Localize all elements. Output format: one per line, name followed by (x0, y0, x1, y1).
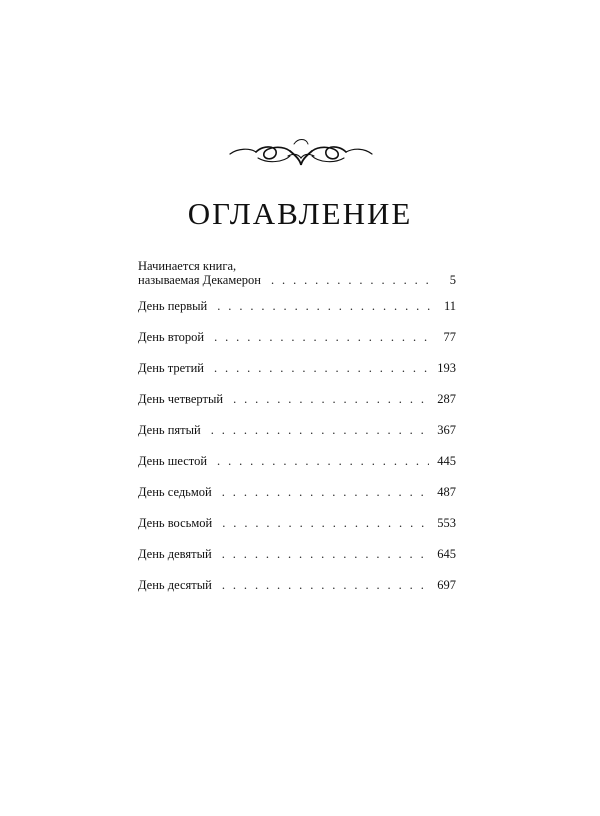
dot-leader (222, 485, 430, 499)
toc-entry-label: День девятый (138, 547, 212, 561)
toc-entry-day-6[interactable] (138, 454, 456, 485)
toc-entry-label: День второй (138, 330, 205, 344)
toc-entry-page: 645 (437, 547, 456, 561)
toc-entry-day-2[interactable] (138, 330, 456, 361)
toc-entry-day-9[interactable] (138, 547, 456, 578)
dot-leader (214, 330, 430, 344)
toc-entry-page: 367 (437, 423, 456, 437)
dot-leader (214, 361, 429, 375)
toc-entry-label: День пятый (138, 423, 201, 437)
toc-entry-page: 5 (449, 273, 456, 287)
toc-entry-day-7[interactable] (138, 485, 456, 516)
dot-leader (222, 547, 430, 561)
dot-leader (271, 273, 430, 287)
toc-entry-label: День шестой (138, 454, 208, 468)
page-title: ОГЛАВЛЕНИЕ (187, 196, 413, 231)
toc-entry-page: 487 (437, 485, 456, 499)
dot-leader (222, 516, 429, 530)
toc-entry-day-10[interactable] (138, 578, 456, 609)
dot-leader (222, 578, 429, 592)
toc-entry-day-8[interactable] (138, 516, 456, 547)
toc-entry-label: День седьмой (138, 485, 212, 499)
dot-leader (233, 392, 429, 406)
toc-entry-page: 445 (437, 454, 456, 468)
toc-entry-page: 193 (437, 361, 456, 375)
toc-entry-page: 553 (437, 516, 456, 530)
dot-leader (217, 299, 430, 313)
toc-entry-page: 287 (437, 392, 456, 406)
flourish-ornament-icon (228, 132, 374, 172)
toc-entry-label-line1: Начинается книга, (138, 259, 237, 273)
toc-entry-page: 697 (437, 578, 456, 592)
dot-leader (211, 423, 430, 437)
toc-entry-label: День десятый (138, 578, 212, 592)
toc-entry-label: День восьмой (138, 516, 213, 530)
toc-entry-page: 77 (443, 330, 456, 344)
toc-entry-label: День четвертый (138, 392, 224, 406)
toc-entry-label: День третий (138, 361, 204, 375)
toc-entry-day-4[interactable] (138, 392, 456, 423)
toc-entry-page: 11 (443, 299, 456, 313)
toc-entry-intro[interactable] (138, 259, 456, 299)
toc-entry-label: называемая Декамерон (138, 273, 261, 287)
toc-entry-label: День первый (138, 299, 208, 313)
toc-entry-day-5[interactable] (138, 423, 456, 454)
toc-entry-day-1[interactable] (138, 299, 456, 330)
dot-leader (217, 454, 429, 468)
toc-entry-day-3[interactable] (138, 361, 456, 392)
table-of-contents (138, 259, 456, 609)
